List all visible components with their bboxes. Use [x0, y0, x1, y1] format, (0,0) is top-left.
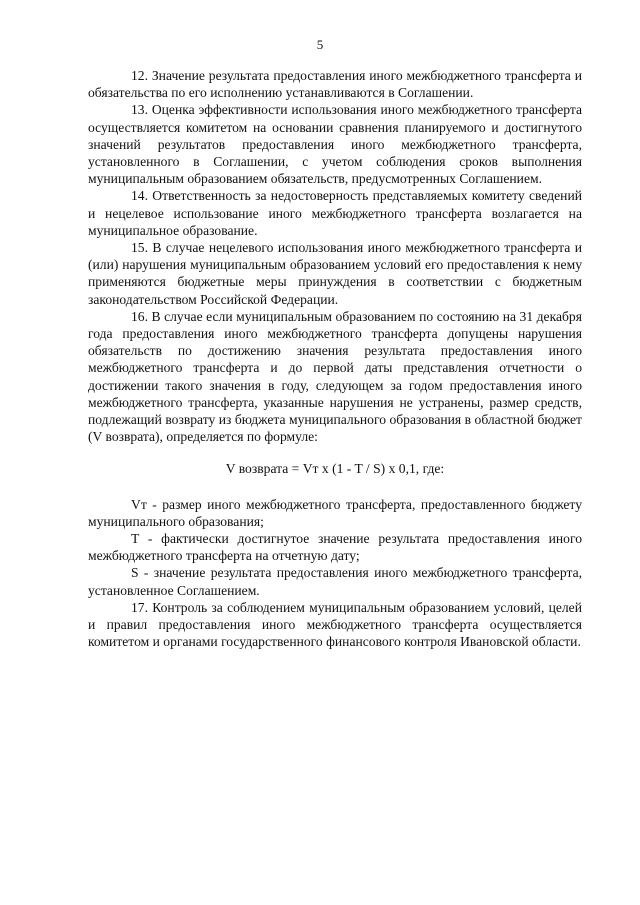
- definition-s: S - значение результата предоставления иного межбюджетного трансферта, установленное Соглашением.: [88, 565, 582, 598]
- paragraph-16: 16. В случае если муниципальным образованием по состоянию на 31 декабря года предоставления иного межбюджетного трансферта допущены нарушения обязательств по достижению значения результата предоставления иного межбюджетного трансферта и до первой даты представления отчетности о достижении такого значения в году, следующем за годом предоставления иного межбюджетного трансферта, указанные нарушения не устранены, размер средств, подлежащий возврату из бюджета муниципального образования в областной бюджет (V возврата), определяется по формуле:: [88, 308, 582, 445]
- document-body: [88, 67, 582, 651]
- paragraph-13: 13. Оценка эффективности использования иного межбюджетного трансферта осуществляется комитетом на основании сравнения планируемого и достигнутого значений результатов предоставления иного межбюджетного трансферта, установленного в Соглашении, с учетом соблюдения сроков выполнения муниципальным образованием обязательств, предусмотренных Соглашением.: [88, 102, 582, 187]
- definition-vt: Vт - размер иного межбюджетного трансферта, предоставленного бюджету муниципального образования;: [88, 496, 582, 529]
- return-formula: V возврата = Vт x (1 - T / S) x 0,1, где:: [225, 461, 445, 477]
- paragraph-17: 17. Контроль за соблюдением муниципальным образованием условий, целей и правил предоставления иного межбюджетного трансферта осуществляется комитетом и органами государственного финансового контроля Ивановской области.: [88, 599, 582, 650]
- paragraph-14: 14. Ответственность за недостоверность представляемых комитету сведений и нецелевое использование иного межбюджетного трансферта возлагается на муниципальное образование.: [88, 188, 582, 238]
- paragraph-15: 15. В случае нецелевого использования иного межбюджетного трансферта и (или) нарушения муниципальным образованием условий его предоставления к нему применяются бюджетные меры принуждения в соответствии с бюджетным законодательством Российской Федерации.: [88, 240, 582, 307]
- paragraph-12: 12. Значение результата предоставления иного межбюджетного трансферта и обязательства по его исполнению устанавливаются в Соглашении.: [88, 68, 582, 101]
- definition-t: T - фактически достигнутое значение результата предоставления иного межбюджетного трансферта на отчетную дату;: [88, 531, 582, 564]
- page-number: 5: [316, 37, 324, 52]
